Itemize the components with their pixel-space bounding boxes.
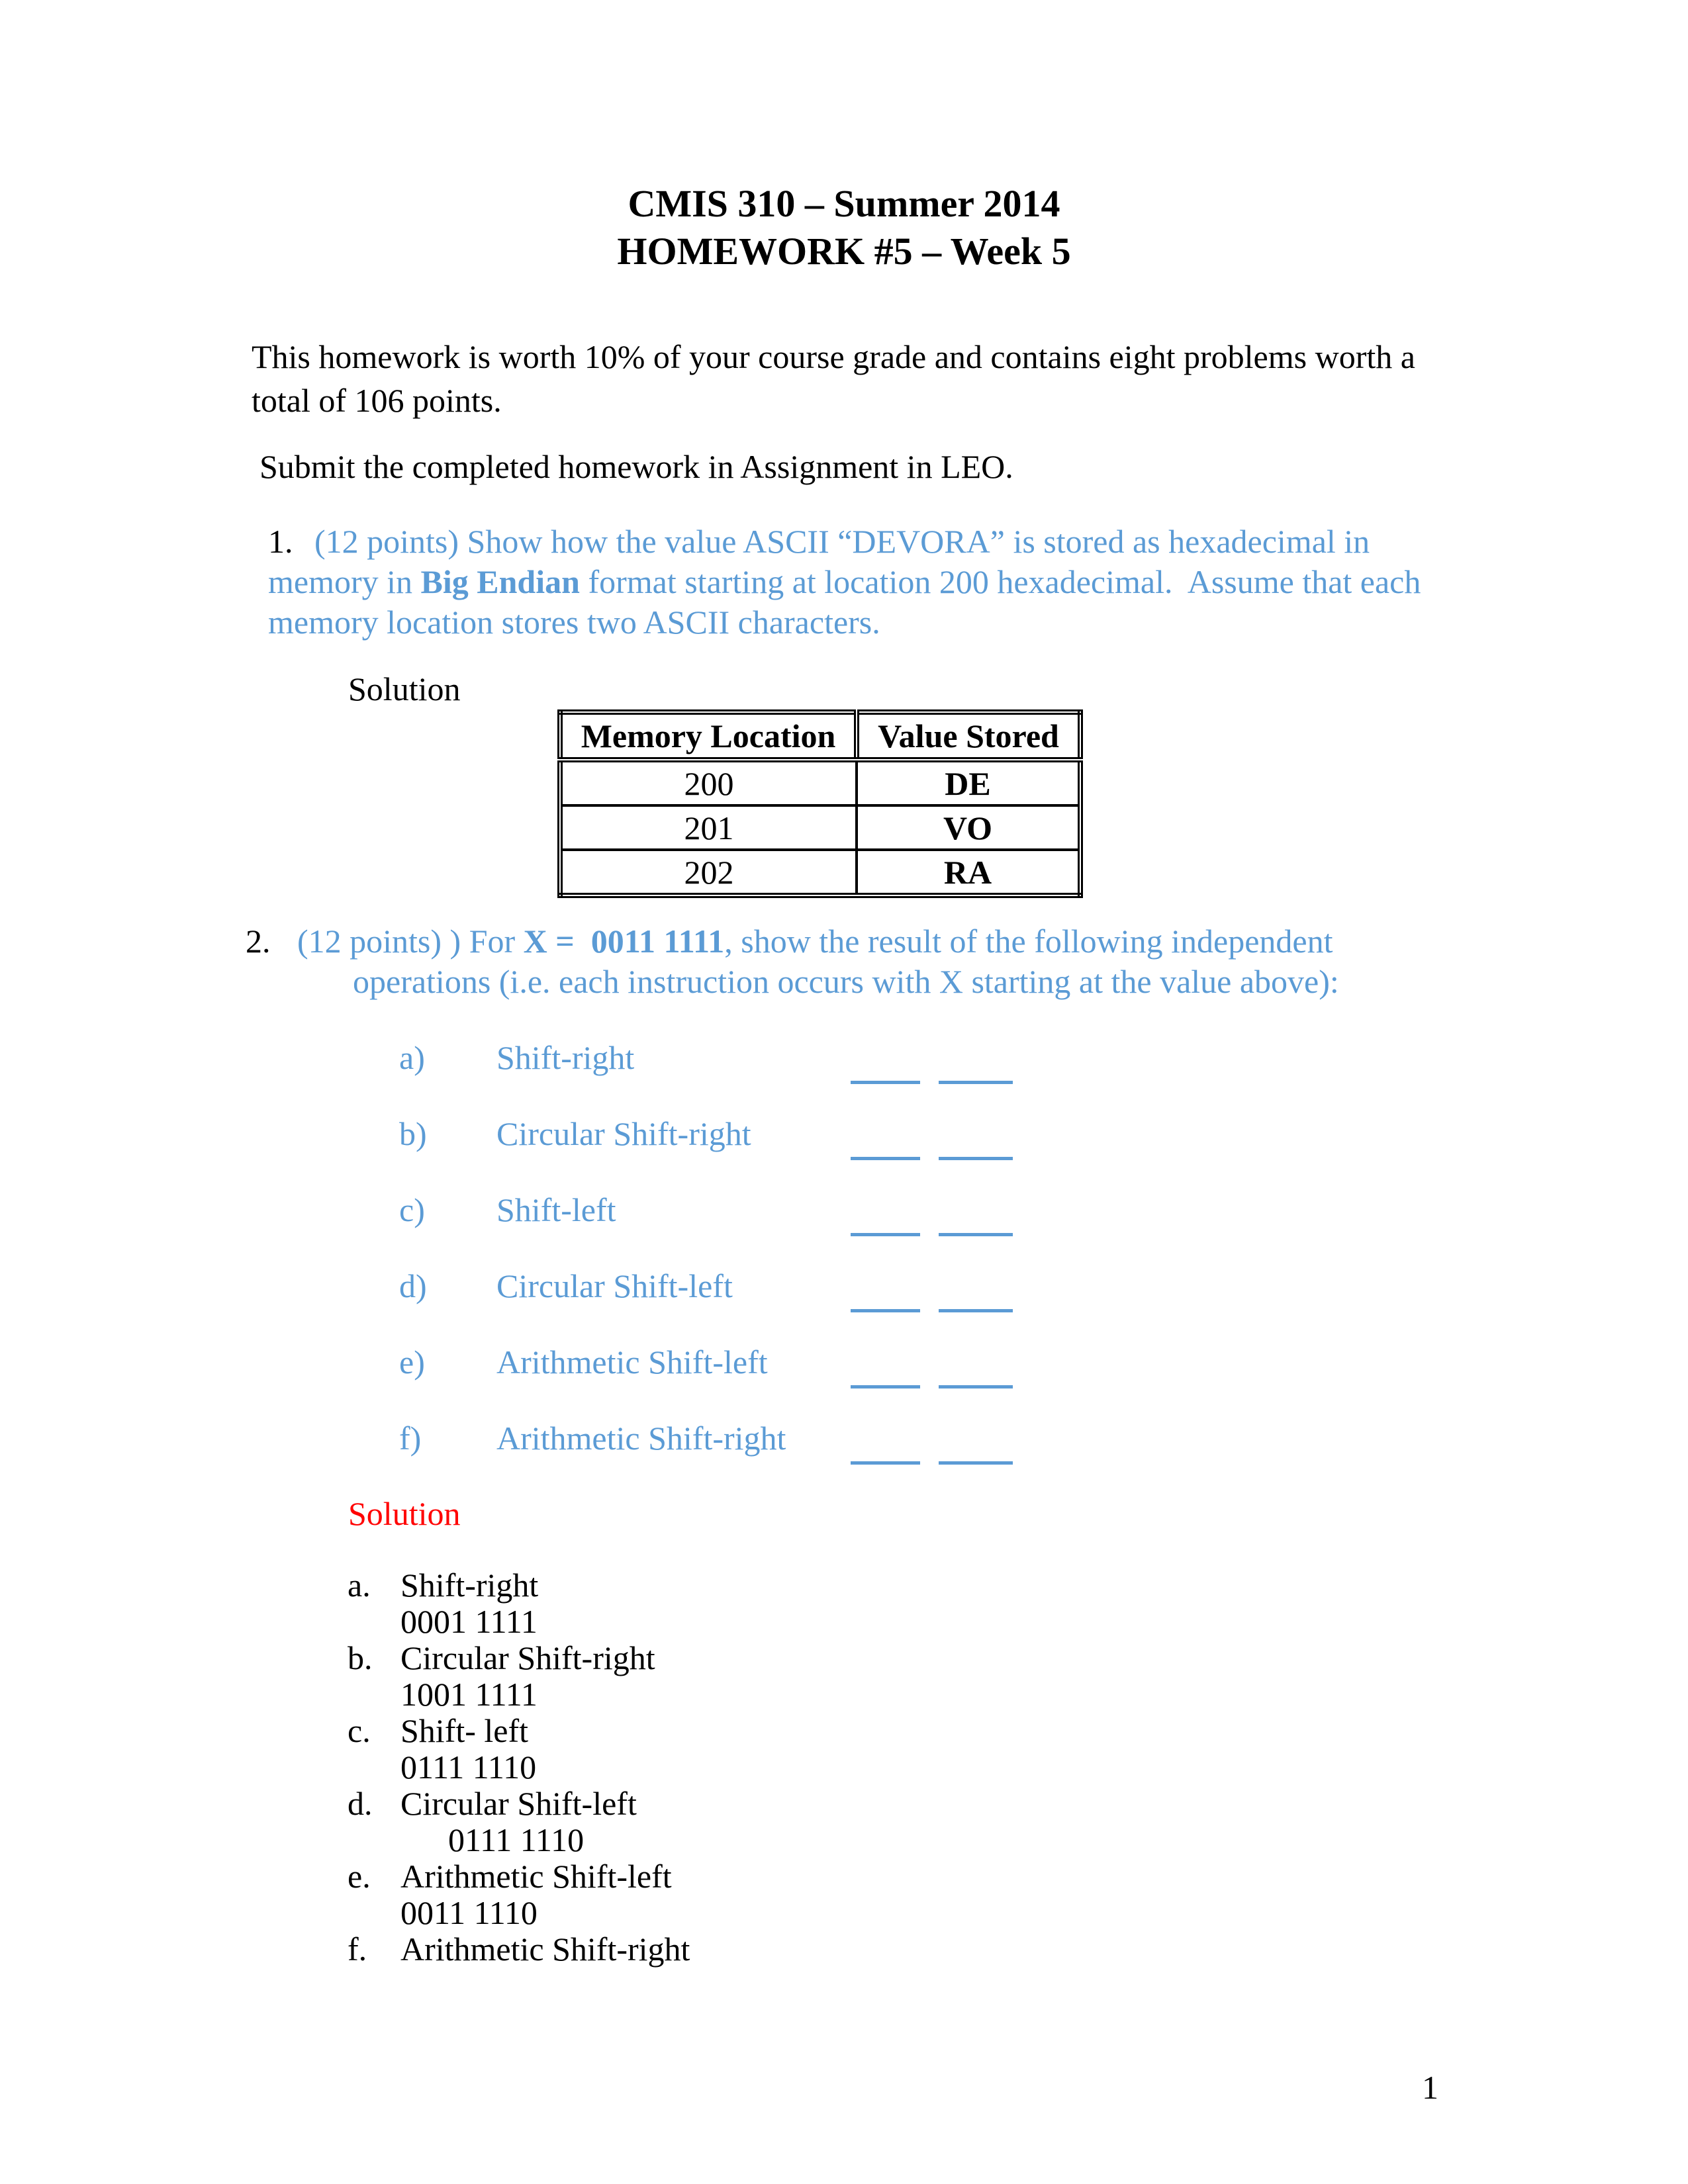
- operation-item-a: [399, 1038, 1326, 1114]
- operation-label: Shift-right: [496, 1039, 635, 1076]
- solution-item-c: [348, 1713, 690, 1786]
- question-1-line-2: memory in Big Endian format starting at location 200 hexadecimal. Assume that each: [268, 563, 1421, 600]
- operation-letter: b): [399, 1115, 427, 1152]
- operation-item-d: [399, 1266, 1326, 1342]
- table-row: [560, 760, 1080, 805]
- table-row: [560, 850, 1080, 895]
- solution-label-text: Shift-right: [400, 1567, 539, 1604]
- solution-answer: 0011 1110: [400, 1894, 538, 1931]
- operation-label: Arithmetic Shift-left: [496, 1343, 768, 1381]
- operation-item-c: [399, 1190, 1326, 1266]
- solution-item-e: [348, 1858, 690, 1931]
- solution-answer: 0111 1110: [400, 1749, 537, 1786]
- memory-location-cell: 201: [560, 805, 857, 850]
- answer-blank-line: [939, 1157, 1013, 1160]
- answer-blank-line: [939, 1461, 1013, 1465]
- solution-item-d: [348, 1786, 690, 1858]
- memory-location-cell: 202: [560, 850, 857, 895]
- solution-item-b: [348, 1640, 690, 1713]
- answer-blank-line: [851, 1461, 920, 1465]
- question-2-line-1: 2. (12 points) ) For X = 0011 1111, show the result of the following independent: [246, 921, 1333, 962]
- operation-letter: c): [399, 1191, 425, 1228]
- solution-item-a: [348, 1567, 690, 1640]
- question-2-number: 2.: [246, 923, 271, 960]
- solution-letter: f.: [348, 1931, 367, 1968]
- memory-table: [557, 709, 1083, 898]
- intro-paragraph: [252, 335, 1415, 422]
- big-endian-bold: Big Endian: [420, 563, 580, 600]
- question-1-number: 1.: [268, 523, 293, 560]
- title-line-2: HOMEWORK #5 – Week 5: [617, 230, 1071, 273]
- operation-label: Circular Shift-left: [496, 1267, 733, 1304]
- value-stored-cell: RA: [857, 850, 1080, 895]
- answer-blank-line: [851, 1309, 920, 1312]
- document-title: [0, 180, 1688, 275]
- title-line-1: CMIS 310 – Summer 2014: [628, 182, 1060, 225]
- solution-label-text: Arithmetic Shift-right: [400, 1931, 690, 1968]
- solution-letter: c.: [348, 1712, 371, 1749]
- solution-label-text: Circular Shift-left: [400, 1785, 637, 1822]
- answer-blank-line: [939, 1081, 1013, 1084]
- question-1-line-3: memory location stores two ASCII characters.: [268, 604, 880, 641]
- question-2-solution-label: Solution: [348, 1495, 461, 1532]
- value-stored-cell: DE: [857, 760, 1080, 805]
- table-row: [560, 805, 1080, 850]
- solution-letter: b.: [348, 1639, 373, 1676]
- submit-instruction: Submit the completed homework in Assignment in LEO.: [259, 448, 1013, 485]
- operation-letter: a): [399, 1039, 425, 1076]
- x-value-bold: X = 0011 1111: [523, 923, 725, 960]
- answer-blank-line: [939, 1233, 1013, 1236]
- solution-label-text: Arithmetic Shift-left: [400, 1858, 672, 1895]
- solution-answer: 0111 1110: [448, 1821, 585, 1858]
- intro-line-2: total of 106 points.: [252, 382, 502, 419]
- answer-blank-line: [939, 1309, 1013, 1312]
- answer-blank-line: [851, 1081, 920, 1084]
- value-stored-header: Value Stored: [857, 712, 1080, 760]
- solution-label-text: Circular Shift-right: [400, 1639, 655, 1676]
- operation-item-b: [399, 1114, 1326, 1190]
- memory-location-header: Memory Location: [560, 712, 857, 760]
- answer-blank-line: [939, 1385, 1013, 1388]
- operation-label: Arithmetic Shift-right: [496, 1420, 786, 1457]
- intro-line-1: This homework is worth 10% of your course grade and contains eight problems worth a: [252, 338, 1415, 375]
- solution-letter: d.: [348, 1785, 373, 1822]
- solution-letter: a.: [348, 1567, 371, 1604]
- question-1-solution-label: Solution: [348, 670, 461, 707]
- operation-item-e: [399, 1342, 1326, 1418]
- memory-table-header-row: [560, 712, 1080, 760]
- question-1-line-1: 1. (12 points) Show how the value ASCII “DEVORA” is stored as hexadecimal in: [268, 522, 1421, 562]
- solution-letter: e.: [348, 1858, 371, 1895]
- operation-letter: d): [399, 1267, 427, 1304]
- solution-answer: 1001 1111: [400, 1676, 538, 1713]
- answer-blank-line: [851, 1157, 920, 1160]
- value-stored-cell: VO: [857, 805, 1080, 850]
- answer-blank-line: [851, 1233, 920, 1236]
- answer-blank-line: [851, 1385, 920, 1388]
- question-1: [268, 522, 1421, 643]
- operation-label: Shift-left: [496, 1191, 616, 1228]
- operation-letter: f): [399, 1420, 422, 1457]
- solution-item-f: [348, 1931, 690, 1968]
- operation-label: Circular Shift-right: [496, 1115, 751, 1152]
- question-2-line-2: operations (i.e. each instruction occurs with X starting at the value above):: [353, 963, 1339, 1000]
- operation-letter: e): [399, 1343, 425, 1381]
- operation-item-f: [399, 1418, 1326, 1494]
- solution-label-text: Shift- left: [400, 1712, 529, 1749]
- solution-answer: 0001 1111: [400, 1603, 538, 1640]
- solution-answer-list: [348, 1567, 690, 1968]
- memory-location-cell: 200: [684, 764, 734, 802]
- page-number: 1: [1422, 2069, 1438, 2106]
